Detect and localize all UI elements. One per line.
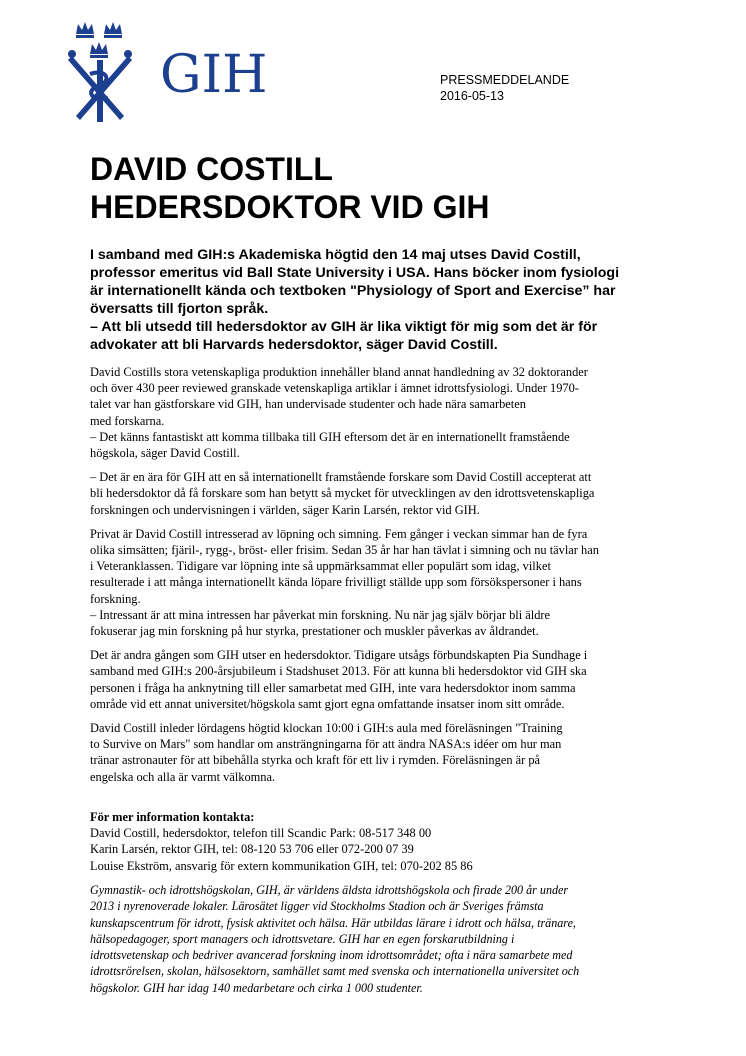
body-line: Privat är David Costill intresserad av löpning och simning. Fem gånger i veckan simmar han de fyra: [90, 526, 588, 541]
lead-line: advokater att bli Harvards hedersdoktor, säger David Costill.: [90, 337, 498, 353]
body-line: engelska och alla är varmt välkomna.: [90, 769, 276, 784]
body-line: bli hedersdoktor då få forskare som han betytt så mycket för utvecklingen av den idrottsvetenskapliga: [90, 486, 595, 501]
body-paragraph: [90, 526, 670, 639]
lead-paragraph: [90, 246, 660, 354]
body-line: samband med GIH:s 200-årsjubileum i Stadshuset 2013. För att kunna bli hedersdoktor vid GIH ska: [90, 664, 587, 679]
body-line: to Survive on Mars" som handlar om ansträngningarna för att ändra NASA:s idéer om hur man: [90, 737, 562, 752]
body-line: högskola, säger David Costill.: [90, 446, 240, 461]
body-line: resulterade i att många internationellt kända löpare frivilligt ställde upp som försökspersoner i hans: [90, 575, 582, 590]
body-line: personen i fråga ha anknytning till eller samarbetat med GIH, inte vara hedersdoktor inom samma: [90, 680, 576, 695]
about-line: hälsopedagoger, sport managers och idrottsvetare. GIH har en egen forskarutbildning i: [90, 931, 515, 946]
body-line: forskning.: [90, 591, 141, 606]
about-line: 2013 i nyrenoverade lokaler. Lärosätet ligger vid Stockholms Stadion och är Sveriges främsta: [90, 899, 544, 914]
about-line: högskolor. GIH har idag 140 medarbetare och cirka 1 000 studenter.: [90, 980, 423, 995]
press-label: PRESSMEDDELANDE: [440, 73, 570, 87]
headline-line: HEDERSDOKTOR VID GIH: [90, 189, 490, 225]
gih-logo: [68, 16, 268, 128]
body-line: – Det är en ära för GIH att en så internationellt framstående forskare som David Costill accepterat att: [90, 470, 592, 485]
article-body: [90, 364, 670, 793]
body-line: fokuserar jag min forskning på hur styrka, prestationer och muskler påverkas av åldrandet.: [90, 624, 539, 639]
about-line: kunskapscentrum för idrott, fysisk aktivitet och hälsa. Här utbildas lärare i idrott och hälsa, tränare,: [90, 915, 576, 930]
body-line: forskningen och undervisningen i världen, säger Karin Larsén, rektor vid GIH.: [90, 502, 480, 517]
body-line: tränar astronauter för att bibehålla styrka och kraft för ett liv i rymden. Föreläsningen är på: [90, 753, 541, 768]
body-line: olika simsätten; fjäril-, rygg-, bröst- eller frisim. Sedan 35 år har han tävlat i simning och nu tävlar han: [90, 543, 599, 558]
contact-section: [90, 809, 670, 874]
body-line: med forskarna.: [90, 413, 165, 428]
about-section: [90, 882, 670, 996]
body-line: i Veteranklassen. Tidigare var löpning inte så uppmärksammat eller populärt som idag, vilket: [90, 559, 551, 574]
press-header: [440, 72, 569, 104]
contact-line: David Costill, hedersdoktor, telefon till Scandic Park: 08-517 348 00: [90, 826, 432, 841]
body-line: David Costill inleder lördagens högtid klockan 10:00 i GIH:s aula med föreläsningen "Training: [90, 721, 563, 736]
body-line: område vid ett annat universitet/högskola samt gjort egna omfattande insatser inom sitt område.: [90, 696, 565, 711]
contact-line: Karin Larsén, rektor GIH, tel: 08-120 53 706 eller 072-200 07 39: [90, 842, 414, 857]
press-date: 2016-05-13: [440, 89, 504, 103]
page-title: [90, 150, 690, 226]
about-line: Gymnastik- och idrottshögskolan, GIH, är världens äldsta idrottshögskola och firade 200 år under: [90, 883, 569, 897]
lead-line: professor emeritus vid Ball State University i USA. Hans böcker inom fysiologi: [90, 265, 620, 281]
lead-line: – Att bli utsedd till hedersdoktor av GIH är lika viktigt för mig som det är för: [90, 319, 598, 335]
body-line: och över 430 peer reviewed granskade vetenskapliga artiklar i ämnet idrottsfysiologi. Under 1970-: [90, 381, 579, 396]
lead-line: översatts till fjorton språk.: [90, 301, 269, 317]
body-line: Det är andra gången som GIH utser en hedersdoktor. Tidigare utsågs förbundskapten Pia Sundhage i: [90, 648, 588, 663]
body-paragraph: [90, 364, 670, 461]
about-line: idrottsrörelsen, skolan, hälsosektorn, samhället samt med svenska och internationella universitet och: [90, 964, 580, 979]
body-line: David Costills stora vetenskapliga produktion innehåller bland annat handledning av 32 doktorander: [90, 365, 588, 379]
body-line: talet var han gästforskare vid GIH, han undervisade studenter och hade nära samarbeten: [90, 397, 526, 412]
body-paragraph: [90, 720, 670, 785]
body-line: – Intressant är att mina intressen har påverkat min forskning. Nu när jag själv börjar bli äldre: [90, 607, 551, 622]
logo-text: GIH: [160, 45, 268, 105]
contact-title: För mer information kontakta:: [90, 810, 255, 824]
about-line: idrottsvetenskap och bedriver avancerad forskning inom idrottsområdet; ofta i nära samarbete med: [90, 948, 573, 963]
body-paragraph: [90, 469, 670, 518]
contact-line: Louise Ekström, ansvarig för extern kommunikation GIH, tel: 070-202 85 86: [90, 858, 473, 873]
headline-line: DAVID COSTILL: [90, 151, 333, 187]
body-line: – Det känns fantastiskt att komma tillbaka till GIH eftersom det är en internationellt framstående: [90, 429, 570, 444]
lead-line: I samband med GIH:s Akademiska högtid den 14 maj utses David Costill,: [90, 247, 581, 263]
body-paragraph: [90, 647, 670, 712]
lead-line: är internationellt kända och textboken "Physiology of Sport and Exercise” har: [90, 283, 616, 299]
